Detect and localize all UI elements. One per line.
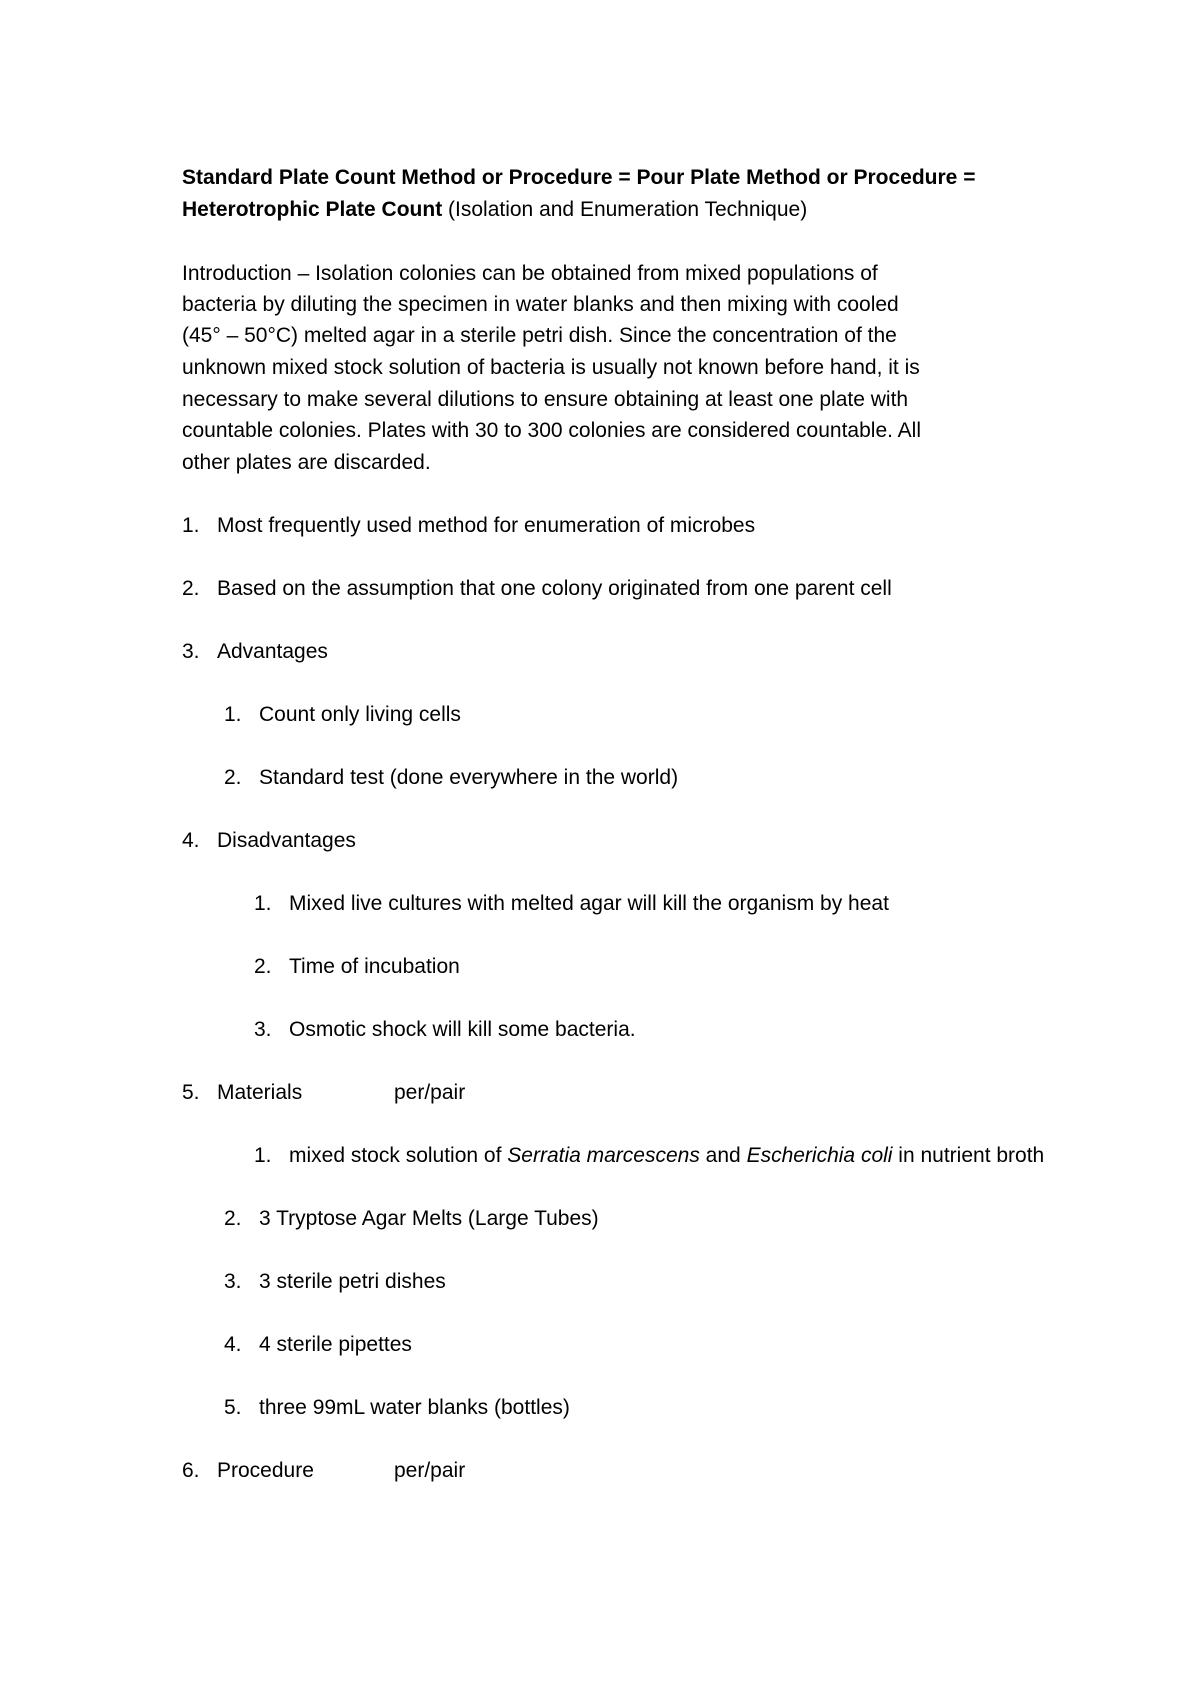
list-item	[0, 576, 1200, 602]
sub-list-number: 3.	[224, 1270, 242, 1293]
list-text: Procedure	[217, 1459, 314, 1482]
list-text: Materials	[217, 1081, 303, 1104]
sub-list-text: 4 sterile pipettes	[259, 1333, 412, 1356]
sub-list-number: 2.	[224, 766, 242, 789]
sub-list-number: 2.	[254, 955, 272, 978]
per-pair-note: per/pair	[394, 1459, 466, 1482]
sub-list-text: 3 Tryptose Agar Melts (Large Tubes)	[259, 1207, 599, 1230]
sub-list-number: 1.	[254, 1144, 272, 1167]
sub-list-text: Count only living cells	[259, 703, 461, 726]
list-text: Based on the assumption that one colony originated from one parent cell	[217, 577, 892, 600]
list-text: Disadvantages	[217, 829, 356, 852]
list-item-disadvantages	[0, 828, 1200, 854]
sub-list-number: 2.	[224, 1207, 242, 1230]
document-title-line-2	[182, 197, 807, 223]
sub-list-text: Osmotic shock will kill some bacteria.	[289, 1018, 636, 1041]
list-item-advantages	[0, 639, 1200, 665]
sub-list-number: 1.	[254, 892, 272, 915]
sub-list-item	[0, 1143, 1200, 1169]
list-item-procedure	[0, 1458, 1200, 1484]
material-text-part: and	[699, 1144, 747, 1167]
sub-list-text: Mixed live cultures with melted agar will kill the organism by heat	[289, 892, 889, 915]
sub-list-item	[0, 1017, 1200, 1043]
sub-list-text	[289, 1143, 1044, 1169]
intro-line: necessary to make several dilutions to ensure obtaining at least one plate with	[182, 388, 909, 411]
intro-line: countable colonies. Plates with 30 to 300 colonies are considered countable. All	[182, 419, 921, 442]
intro-line: bacteria by diluting the specimen in water blanks and then mixing with cooled	[182, 293, 899, 316]
intro-line: (45° – 50°C) melted agar in a sterile petri dish. Since the concentration of the	[182, 324, 897, 347]
sub-list-text: three 99mL water blanks (bottles)	[259, 1396, 570, 1419]
organism-name-ecoli: Escherichia coli	[746, 1144, 893, 1167]
document-title-line-1: Standard Plate Count Method or Procedure = Pour Plate Method or Procedure =	[182, 166, 976, 189]
sub-list-number: 4.	[224, 1333, 242, 1356]
sub-list-text: 3 sterile petri dishes	[259, 1270, 446, 1293]
list-number: 3.	[182, 640, 200, 663]
sub-list-item	[0, 954, 1200, 980]
intro-line: other plates are discarded.	[182, 451, 431, 474]
title-regular-part: (Isolation and Enumeration Technique)	[442, 198, 808, 221]
list-text: Advantages	[217, 640, 328, 663]
list-text: Most frequently used method for enumeration of microbes	[217, 514, 756, 537]
list-item-materials	[0, 1080, 1200, 1106]
sub-list-number: 3.	[254, 1018, 272, 1041]
list-number: 5.	[182, 1081, 200, 1104]
list-number: 6.	[182, 1459, 200, 1482]
sub-list-number: 1.	[224, 703, 242, 726]
material-text-part: mixed stock solution of	[289, 1144, 508, 1167]
intro-line: unknown mixed stock solution of bacteria is usually not known before hand, it is	[182, 356, 920, 379]
list-number: 4.	[182, 829, 200, 852]
material-text-part: in nutrient broth	[892, 1144, 1045, 1167]
intro-line: Introduction – Isolation colonies can be obtained from mixed populations of	[182, 262, 878, 285]
sub-list-number: 5.	[224, 1396, 242, 1419]
sub-list-text: Time of incubation	[289, 955, 460, 978]
per-pair-note: per/pair	[394, 1081, 466, 1104]
list-item	[0, 513, 1200, 539]
sub-list-item	[0, 1332, 1200, 1358]
list-number: 2.	[182, 577, 200, 600]
sub-list-item	[0, 765, 1200, 791]
list-number: 1.	[182, 514, 200, 537]
title-bold-part: Heterotrophic Plate Count	[182, 198, 443, 221]
sub-list-item	[0, 1206, 1200, 1232]
organism-name-serratia: Serratia marcescens	[507, 1144, 700, 1167]
sub-list-text: Standard test (done everywhere in the world)	[259, 766, 679, 789]
sub-list-item	[0, 702, 1200, 728]
sub-list-item	[0, 891, 1200, 917]
sub-list-item	[0, 1269, 1200, 1295]
sub-list-item	[0, 1395, 1200, 1421]
